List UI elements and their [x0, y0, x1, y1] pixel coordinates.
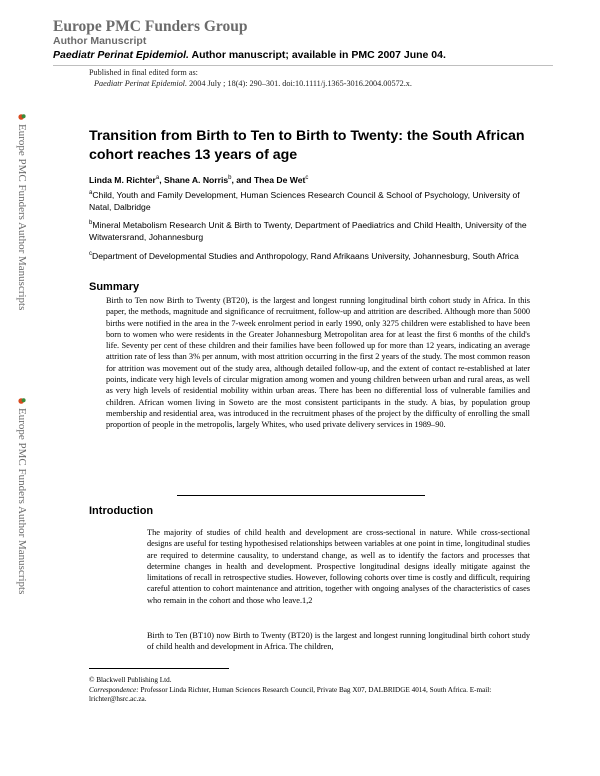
author-separator: , and [231, 174, 254, 185]
footnote [89, 676, 529, 705]
author-affiliation-mark: c [305, 175, 309, 181]
affiliation-mark: a [89, 190, 93, 196]
header-divider [53, 65, 553, 66]
correspondence-text: Professor Linda Richter, Human Sciences Research Council, Private Bag X07, DALBRIDGE 4014, South Africa. E-mail: lrichter@hsrc.ac.za. [89, 685, 492, 704]
author-separator: , [159, 174, 164, 185]
summary-text: Birth to Ten now Birth to Twenty (BT20), is the largest and longest running longitudinal birth cohort study in Africa. In this paper, the methods, magnitude and significance of recruitment, follow-up and attrition are described. Although more than 5000 births were notified in the area in the 7-week enrolment period in early 1990, only 3275 children were established to have been born to women who were residents in the Greater Johannesburg Metropolitan area for at least the first 6 months of the child's life. Seventy per cent of these children and their families have been followed up for more than 12 years, indicating an average attrition rate of less than 3% per annum, with most attrition occurring in the first 2 years of the study. The most common reason for attrition was movement out of the study area, although detailed follow-up, and the extent of contact re-established at later points, indicate very high levels of circular migration among women and young children between urban and rural areas, as well as very high levels of residential mobility within urban areas. There has been no differential loss of vulnerable families and children. African women living in Soweto are the most consistent participants in the study. A bias, by population group membership and residential area, was introduced in the recruitment phases of the project by the difficulty of enrolling the small proportion of people in the metropolis, largely Whites, who used private delivery services in 1989–90. [106, 296, 530, 430]
citation [89, 79, 559, 90]
footnote-divider [89, 668, 229, 669]
affiliation-text: Child, Youth and Family Development, Human Sciences Research Council & School of Psychology, University of Natal, Dalbridge [89, 189, 520, 212]
author-affiliation-mark: b [228, 175, 232, 181]
introduction-heading: Introduction [89, 505, 154, 517]
article-title: Transition from Birth to Ten to Birth to Twenty: the South African cohort reaches 13 years of age [89, 128, 525, 163]
author-name: Shane A. Norris [163, 174, 229, 185]
affiliation-text: Department of Developmental Studies and Anthropology, Rand Afrikaans University, Johannesburg, South Africa [92, 250, 519, 261]
header [53, 18, 553, 62]
affiliation [89, 217, 529, 243]
sidebar-text-1: Europe PMC Funders Author Manuscripts [16, 124, 28, 311]
author-name: Thea De Wet [253, 174, 306, 185]
copyright-notice: © Blackwell Publishing Ltd. [89, 676, 172, 684]
funders-group-title: Europe PMC Funders Group [53, 18, 248, 35]
author-list [89, 173, 529, 186]
citation-journal: Paediatr Perinat Epidemiol. [94, 78, 188, 88]
citation-details: 2004 July ; 18(4): 290–301. doi:10.1111/j.1365-3016.2004.00572.x. [187, 78, 412, 88]
sidebar-text-2: Europe PMC Funders Author Manuscripts [16, 408, 28, 595]
introduction-paragraph-1: The majority of studies of child health and development are cross-sectional in nature. While cross-sectional designs are useful for testing hypothesised relationships between variables at one point in time, longitudinal studies are required to determine causality, to understand change, as well as to identify the factors and processes that determine changes in health and development. Prospective longitudinal designs ideally mitigate against the limitations of recall in retrospective studies. However, following cohorts over time is costly and difficult, requiring careful attention to cohort maintenance and attrition, together with ongoing analyses of the characteristics of cases who remain in the cohort and those who leave.1,2 [147, 528, 530, 605]
affiliation-mark: c [89, 251, 92, 257]
summary-divider [177, 495, 425, 496]
author-manuscript-label: Author Manuscript [53, 35, 147, 47]
author-name: Linda M. Richter [89, 174, 156, 185]
journal-availability [53, 48, 553, 62]
summary-heading: Summary [89, 281, 140, 293]
journal-name: Paediatr Perinat Epidemiol. [53, 49, 189, 61]
pmc-logo-icon [18, 113, 26, 121]
pmc-logo-icon [18, 397, 26, 405]
publication-info [89, 68, 559, 89]
correspondence [89, 686, 529, 705]
author-affiliation-mark: a [155, 175, 160, 181]
introduction-paragraph-2: Birth to Ten (BT10) now Birth to Twenty (BT20) is the largest and longest running longitudinal birth cohort study of child health and development in Africa. The children, [147, 631, 530, 652]
correspondence-label: Correspondence: [89, 685, 139, 694]
affiliation-text: Mineral Metabolism Research Unit & Birth to Twenty, Department of Paediatrics and Child Health, University of the Witwatersrand, Johannesburg [89, 219, 527, 242]
availability-text: Author manuscript; available in PMC 2007 June 04. [188, 49, 446, 61]
affiliation [89, 248, 529, 262]
affiliation [89, 187, 529, 213]
published-label: Published in final edited form as: [89, 68, 198, 77]
affiliation-mark: b [89, 220, 93, 226]
